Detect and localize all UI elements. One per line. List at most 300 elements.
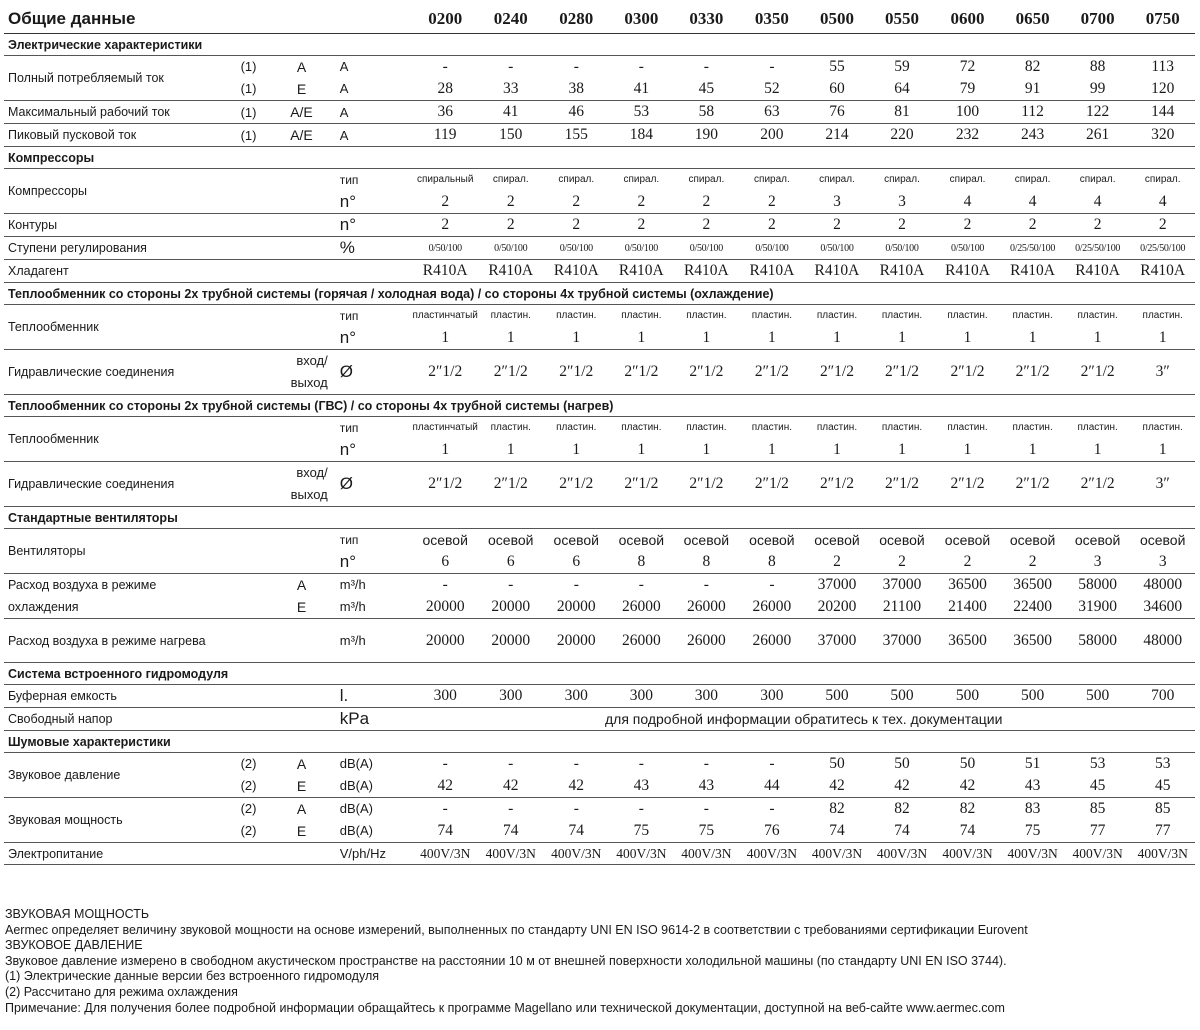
model-header: 0650 — [1000, 5, 1065, 34]
value-cell: пластин. — [751, 422, 793, 434]
value-cell: 85 — [1089, 799, 1106, 817]
reference-note — [226, 327, 271, 350]
reference-note — [226, 237, 271, 260]
value-cell: 2″1/2 — [674, 462, 740, 507]
value-cell: 26000 — [609, 596, 674, 619]
model-header: 0700 — [1065, 5, 1131, 34]
value-cell: - — [769, 57, 775, 75]
row-label: Пиковый пусковой ток — [4, 124, 226, 147]
section-header-row — [4, 147, 1195, 169]
value-cell: пластин. — [1142, 422, 1183, 434]
value-cell: 4 — [1130, 191, 1195, 214]
version-code: E — [271, 78, 332, 101]
value-cell: 74 — [935, 820, 1001, 843]
model-header: 0200 — [412, 5, 478, 34]
value-cell: осевой — [879, 531, 925, 548]
reference-note — [226, 439, 271, 462]
section-header-row — [4, 731, 1195, 753]
value-cell: 36500 — [1013, 575, 1052, 593]
row-label: Компрессоры — [4, 169, 226, 214]
value-cell: - — [508, 799, 514, 817]
version-code: E — [271, 820, 332, 843]
version-code: A — [296, 58, 307, 75]
value-cell: 0/50/100 — [544, 237, 610, 260]
value-cell: 2 — [609, 214, 674, 237]
value-cell: 2 — [1130, 214, 1195, 237]
value-cell: 48000 — [1143, 575, 1183, 593]
value-cell: 75 — [674, 820, 740, 843]
value-cell: 0/25/50/100 — [1000, 237, 1065, 260]
value-cell: 3 — [869, 191, 935, 214]
value-cell: 0/50/100 — [412, 237, 478, 260]
value-cell: 20200 — [805, 596, 870, 619]
version-code: E — [271, 596, 332, 619]
value-cell: 8 — [739, 551, 805, 574]
unit-label: A — [332, 124, 413, 147]
value-cell: 33 — [478, 78, 544, 101]
value-cell: пластин. — [556, 422, 597, 434]
value-cell: 2 — [674, 214, 740, 237]
footnote-line: ЗВУКОВАЯ МОЩНОСТЬ — [5, 907, 150, 921]
unit-label: Ø — [332, 462, 413, 507]
value-cell: 400V/3N — [1130, 843, 1195, 865]
value-cell: осевой — [1139, 531, 1186, 548]
connection-direction-label — [226, 462, 332, 507]
unit-label: kPa — [332, 708, 413, 731]
reference-note — [226, 260, 271, 283]
section-header-row — [4, 395, 1195, 417]
value-cell: 52 — [739, 78, 805, 101]
value-cell: 220 — [869, 124, 935, 147]
value-cell: R410A — [544, 260, 610, 283]
value-cell: R410A — [935, 260, 1001, 283]
value-cell: 77 — [1065, 820, 1131, 843]
value-cell: 1 — [609, 439, 674, 462]
value-cell: 214 — [805, 124, 870, 147]
row-label: Вентиляторы — [4, 529, 226, 574]
value-cell: 74 — [412, 820, 478, 843]
value-cell: спирал. — [1079, 174, 1116, 186]
value-cell: 46 — [544, 101, 610, 124]
value-cell: 6 — [412, 551, 478, 574]
reference-note — [226, 843, 271, 865]
value-cell: 37000 — [869, 619, 935, 663]
section-header-row — [4, 34, 1195, 56]
value-cell: 26000 — [739, 596, 805, 619]
value-cell: 400V/3N — [674, 843, 740, 865]
value-cell: 1 — [935, 327, 1001, 350]
value-cell: 300 — [739, 685, 805, 708]
value-cell: пластин. — [686, 310, 727, 322]
value-cell: осевой — [683, 531, 730, 548]
version-code — [271, 260, 332, 283]
version-code — [271, 619, 332, 663]
table-row — [4, 101, 1195, 124]
value-cell: пластин. — [686, 422, 727, 434]
value-cell: 0/25/50/100 — [1130, 237, 1195, 260]
value-cell: пластин. — [621, 422, 662, 434]
reference-note — [226, 708, 271, 731]
value-cell: 1 — [805, 439, 870, 462]
value-cell: 20000 — [478, 619, 544, 663]
value-cell: спирал. — [492, 174, 529, 186]
reference-note: (1) — [226, 78, 271, 101]
section-title: Электрические характеристики — [4, 34, 1195, 56]
table-row — [4, 529, 1195, 551]
value-cell: - — [573, 57, 579, 75]
value-cell: 400V/3N — [935, 843, 1001, 865]
unit-label: dB(A) — [332, 820, 413, 843]
value-cell: 400V/3N — [412, 843, 478, 865]
connection-direction-text: вход/ — [296, 465, 328, 480]
value-cell: 500 — [1065, 685, 1131, 708]
value-cell: 53 — [1154, 754, 1171, 772]
value-cell: 0/50/100 — [478, 237, 544, 260]
value-cell: 2″1/2 — [739, 350, 805, 395]
version-code — [271, 439, 332, 462]
value-cell: 41 — [609, 78, 674, 101]
footnote-line: ЗВУКОВОЕ ДАВЛЕНИЕ — [5, 938, 143, 953]
value-cell: 243 — [1000, 124, 1065, 147]
value-cell: 37000 — [805, 619, 870, 663]
value-cell: 45 — [1130, 775, 1195, 798]
value-cell: пластин. — [816, 422, 858, 434]
value-cell: R410A — [412, 260, 478, 283]
value-cell: 75 — [609, 820, 674, 843]
reference-note: (2) — [240, 801, 257, 817]
value-cell: 1 — [674, 439, 740, 462]
version-code — [271, 843, 332, 865]
value-cell: пластин. — [490, 310, 531, 322]
value-cell: 51 — [1024, 754, 1041, 772]
row-label: Звуковая мощность — [4, 798, 226, 843]
value-cell: 0/50/100 — [869, 237, 935, 260]
value-cell: 400V/3N — [1000, 843, 1065, 865]
version-code — [271, 708, 332, 731]
value-cell: 155 — [544, 124, 610, 147]
reference-note — [226, 551, 271, 574]
table-row — [4, 56, 1195, 78]
value-cell: 1 — [478, 439, 544, 462]
page-title: Общие данные — [4, 5, 412, 34]
value-cell: 119 — [412, 124, 478, 147]
unit-label: dB(A) — [339, 801, 373, 817]
footnotes — [5, 907, 1028, 1016]
value-cell: - — [703, 754, 709, 772]
value-cell: 500 — [805, 685, 870, 708]
value-cell: 320 — [1130, 124, 1195, 147]
value-cell: 2″1/2 — [1000, 350, 1065, 395]
row-label: Звуковое давление — [4, 753, 226, 798]
value-cell: осевой — [553, 531, 600, 548]
value-cell: 500 — [935, 685, 1001, 708]
value-cell: 79 — [935, 78, 1001, 101]
reference-note — [226, 191, 271, 214]
value-cell: 2 — [412, 214, 478, 237]
value-cell: - — [769, 754, 775, 772]
value-cell: 3″ — [1130, 350, 1195, 395]
value-cell: 100 — [935, 101, 1001, 124]
version-code — [271, 417, 332, 439]
value-cell: 82 — [829, 799, 845, 817]
value-cell: 2″1/2 — [412, 350, 478, 395]
unit-label — [332, 260, 413, 283]
value-cell: осевой — [1074, 531, 1121, 548]
value-cell: 232 — [935, 124, 1001, 147]
value-cell: 20000 — [412, 619, 478, 663]
value-cell: 122 — [1065, 101, 1131, 124]
value-cell: 50 — [959, 754, 976, 772]
reference-note — [226, 169, 271, 191]
value-cell: 36 — [412, 101, 478, 124]
value-cell: 2″1/2 — [935, 462, 1001, 507]
value-cell: 1 — [412, 439, 478, 462]
value-cell: 400V/3N — [609, 843, 674, 865]
value-cell: - — [573, 754, 579, 772]
value-cell: 45 — [674, 78, 740, 101]
version-code: A — [296, 755, 307, 772]
value-cell: 64 — [869, 78, 935, 101]
unit-label: Ø — [332, 350, 413, 395]
value-cell: осевой — [422, 531, 468, 548]
unit-label: l. — [332, 685, 413, 708]
value-cell: 8 — [609, 551, 674, 574]
version-code — [271, 551, 332, 574]
value-cell: 300 — [478, 685, 544, 708]
value-cell: 42 — [805, 775, 870, 798]
value-cell: 3 — [805, 191, 870, 214]
table-row — [4, 260, 1195, 283]
value-cell: - — [638, 754, 644, 772]
table-row — [4, 237, 1195, 260]
row-label: Расход воздуха в режиме охлаждения — [4, 574, 226, 619]
value-cell: - — [442, 754, 448, 772]
model-header: 0300 — [609, 5, 674, 34]
value-cell: пластин. — [1012, 422, 1053, 434]
value-cell: 45 — [1065, 775, 1131, 798]
value-cell: - — [638, 57, 644, 75]
value-cell: 74 — [478, 820, 544, 843]
unit-label: V/ph/Hz — [332, 843, 413, 865]
value-cell: 2″1/2 — [805, 462, 870, 507]
value-cell: 500 — [869, 685, 935, 708]
value-cell: 36500 — [1000, 619, 1065, 663]
reference-note — [226, 305, 271, 327]
value-cell: спирал. — [1144, 174, 1181, 186]
footnote-line: Примечание: Для получения более подробной информации обращайтесь к программе Magellano или технической документации, доступной на веб-сайте www.aermec.com — [5, 1000, 1005, 1015]
value-cell: 4 — [935, 191, 1001, 214]
version-code: A/E — [271, 124, 332, 147]
value-cell: осевой — [814, 531, 860, 548]
value-cell: пластинчатый — [412, 422, 478, 434]
unit-label: тип — [339, 308, 359, 323]
row-label: Гидравлические соединения — [4, 350, 226, 395]
value-cell: 53 — [1089, 754, 1106, 772]
value-cell: 2 — [805, 551, 870, 574]
unit-label: % — [332, 237, 413, 260]
value-cell: 2″1/2 — [805, 350, 870, 395]
value-cell: 20000 — [478, 596, 544, 619]
value-cell: 21100 — [869, 596, 935, 619]
model-header: 0330 — [674, 5, 740, 34]
value-cell: 1 — [1000, 439, 1065, 462]
row-label: Максимальный рабочий ток — [4, 101, 226, 124]
table-row — [4, 305, 1195, 327]
unit-label: dB(A) — [339, 756, 373, 772]
unit-label: A — [332, 101, 413, 124]
value-cell: спирал. — [1014, 174, 1051, 186]
value-cell: пластин. — [1077, 310, 1118, 322]
value-cell: 400V/3N — [478, 843, 544, 865]
value-cell: спирал. — [819, 174, 855, 186]
value-cell: 60 — [805, 78, 870, 101]
value-cell: 43 — [609, 775, 674, 798]
unit-label: тип — [339, 172, 359, 187]
row-label: Теплообменник — [4, 417, 226, 462]
table-row — [4, 169, 1195, 191]
value-cell: осевой — [1009, 531, 1056, 548]
value-cell: 26000 — [739, 619, 805, 663]
value-cell: спирал. — [754, 174, 790, 186]
connection-direction-text: вход/ — [296, 353, 328, 368]
value-cell: 6 — [478, 551, 544, 574]
value-cell: 58000 — [1078, 575, 1117, 593]
reference-note: (1) — [226, 124, 271, 147]
row-label: Буферная емкость — [4, 685, 226, 708]
table-row — [4, 417, 1195, 439]
value-cell: 88 — [1089, 57, 1106, 75]
row-label: Электропитание — [4, 843, 226, 865]
value-cell: пластин. — [881, 310, 923, 322]
value-cell: 1 — [478, 327, 544, 350]
value-cell: 99 — [1065, 78, 1131, 101]
value-cell: 112 — [1000, 101, 1065, 124]
value-cell: 2 — [869, 551, 935, 574]
value-cell: 2 — [935, 214, 1001, 237]
value-cell: 2″1/2 — [869, 462, 935, 507]
value-cell: 2 — [739, 214, 805, 237]
value-cell: 2″1/2 — [1065, 350, 1131, 395]
value-cell: 113 — [1151, 57, 1175, 75]
value-cell: 26000 — [674, 596, 740, 619]
value-cell: 2 — [544, 191, 610, 214]
value-cell: 38 — [544, 78, 610, 101]
value-cell: 2 — [805, 214, 870, 237]
model-header: 0550 — [869, 5, 935, 34]
value-cell: 63 — [739, 101, 805, 124]
value-cell: 400V/3N — [869, 843, 935, 865]
reference-note: (2) — [226, 820, 271, 843]
reference-note — [226, 596, 271, 619]
value-cell: 2 — [935, 551, 1001, 574]
value-cell: 75 — [1000, 820, 1065, 843]
value-cell: 58 — [674, 101, 740, 124]
value-cell: 26000 — [674, 619, 740, 663]
version-code — [271, 327, 332, 350]
value-cell: 400V/3N — [544, 843, 610, 865]
value-cell: пластин. — [556, 310, 597, 322]
value-cell: - — [769, 575, 775, 593]
value-cell: 1 — [412, 327, 478, 350]
value-cell: 184 — [609, 124, 674, 147]
value-cell: спирал. — [688, 174, 725, 186]
value-cell: R410A — [805, 260, 870, 283]
connection-direction-text: выход — [290, 487, 328, 502]
reference-note: (2) — [240, 756, 257, 772]
reference-note: (1) — [240, 59, 257, 75]
unit-label: m³/h — [339, 577, 366, 593]
footnote-line: (2) Рассчитано для режима охлаждения — [5, 984, 238, 999]
value-cell: 74 — [869, 820, 935, 843]
value-cell: 6 — [544, 551, 610, 574]
value-cell: спирал. — [949, 174, 986, 186]
table-row — [4, 214, 1195, 237]
model-header: 0350 — [739, 5, 805, 34]
unit-label: A — [332, 78, 413, 101]
row-label: Гидравлические соединения — [4, 462, 226, 507]
value-cell: 72 — [959, 57, 976, 75]
version-code — [271, 191, 332, 214]
value-cell: 400V/3N — [1065, 843, 1131, 865]
value-cell: 42 — [869, 775, 935, 798]
section-header-row — [4, 663, 1195, 685]
connection-direction-text: выход — [290, 375, 328, 390]
value-cell: 2″1/2 — [478, 350, 544, 395]
value-cell: 4 — [1065, 191, 1131, 214]
row-label: Контуры — [4, 214, 226, 237]
value-cell: R410A — [739, 260, 805, 283]
value-cell: спиральный — [416, 174, 474, 186]
value-cell: 42 — [478, 775, 544, 798]
table-row — [4, 685, 1195, 708]
value-cell: 2 — [1000, 214, 1065, 237]
unit-label: A — [339, 59, 349, 75]
value-cell: - — [508, 754, 514, 772]
value-cell: 42 — [544, 775, 610, 798]
connection-direction-label — [226, 350, 332, 395]
value-cell: пластин. — [621, 310, 662, 322]
value-cell: 261 — [1065, 124, 1131, 147]
value-cell: осевой — [944, 531, 991, 548]
value-cell: 2″1/2 — [412, 462, 478, 507]
table-row — [4, 708, 1195, 731]
value-cell: 2″1/2 — [609, 462, 674, 507]
value-cell: 2″1/2 — [869, 350, 935, 395]
value-cell: 2 — [544, 214, 610, 237]
value-cell: R410A — [674, 260, 740, 283]
value-cell: 300 — [674, 685, 740, 708]
value-cell: 20000 — [412, 596, 478, 619]
value-cell: пластин. — [947, 310, 988, 322]
model-header: 0240 — [478, 5, 544, 34]
value-cell: спирал. — [623, 174, 660, 186]
value-cell: 22400 — [1000, 596, 1065, 619]
value-cell: 1 — [739, 439, 805, 462]
value-cell: 0/25/50/100 — [1065, 237, 1131, 260]
value-cell: 0/50/100 — [935, 237, 1001, 260]
section-title: Компрессоры — [4, 147, 1195, 169]
row-label: Теплообменник — [4, 305, 226, 350]
value-cell: 2 — [478, 214, 544, 237]
value-cell: - — [573, 799, 579, 817]
unit-label: n° — [332, 551, 413, 574]
table-row — [4, 350, 1195, 395]
value-cell: 500 — [1000, 685, 1065, 708]
value-cell: 1 — [544, 439, 610, 462]
unit-label: m³/h — [332, 619, 413, 663]
value-cell: 1 — [674, 327, 740, 350]
table-row — [4, 124, 1195, 147]
